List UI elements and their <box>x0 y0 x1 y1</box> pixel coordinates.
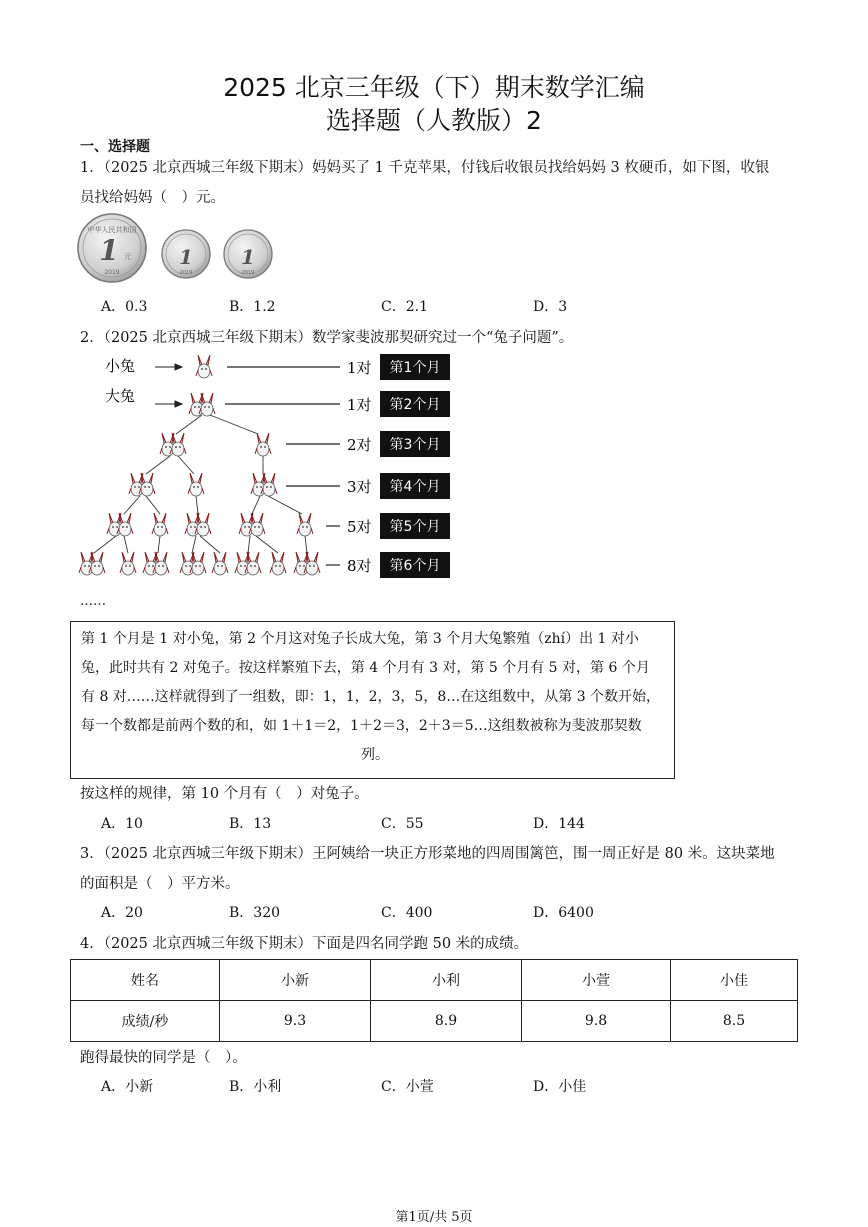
month-tag-5: 第5个月 <box>389 519 441 535</box>
q2-ellipsis: …… <box>80 594 106 609</box>
q4-question: 跑得最快的同学是（ ）。 <box>80 1050 247 1066</box>
label-big-rabbit: 大兔 <box>105 387 136 405</box>
table-header-cell: 小新 <box>220 960 371 1001</box>
page-title-line2: 选择题（人教版）2 <box>326 106 542 135</box>
q3-line1: 3．（2025 北京西城三年级下期末）王阿姨给一块正方形菜地的四周围篱笆，围一周正好是 80 米。这块菜地 <box>80 846 775 862</box>
month-tag-2: 第2个月 <box>389 397 441 413</box>
pair-count-1: 1对 <box>347 359 372 377</box>
q4-option-c[interactable]: C．小萱 <box>381 1079 434 1095</box>
svg-text:2019: 2019 <box>104 269 120 276</box>
q2-option-a[interactable]: A．10 <box>101 816 143 832</box>
pair-count-5: 5对 <box>347 518 372 536</box>
svg-text:元: 元 <box>124 253 131 261</box>
table-header-row <box>71 960 798 1001</box>
pair-count-6: 8对 <box>347 557 372 575</box>
q1-option-d[interactable]: D．3 <box>533 299 568 315</box>
q4-option-a[interactable]: A．小新 <box>101 1079 154 1095</box>
q1-option-c[interactable]: C．2.1 <box>381 299 428 315</box>
q1-line1: 1．（2025 北京西城三年级下期末）妈妈买了 1 千克苹果，付钱后收银员找给妈妈 3 枚硬币，如下图，收银 <box>80 160 770 176</box>
table-row <box>71 1001 798 1042</box>
rabbit-tree-diagram <box>70 348 460 588</box>
coin-1-jiao-b <box>224 230 272 278</box>
q2-line1: 2．（2025 北京西城三年级下期末）数学家斐波那契研究过一个“兔子问题”。 <box>80 330 574 346</box>
table-header-cell: 姓名 <box>71 960 220 1001</box>
table-header-cell: 小利 <box>371 960 522 1001</box>
q4-line1: 4．（2025 北京西城三年级下期末）下面是四名同学跑 50 米的成绩。 <box>80 936 529 952</box>
svg-text:中华人民共和国: 中华人民共和国 <box>87 226 137 234</box>
table-cell: 8.9 <box>371 1001 522 1042</box>
table-cell: 8.5 <box>671 1001 798 1042</box>
svg-text:2019: 2019 <box>179 270 193 276</box>
table-header-cell: 小萱 <box>522 960 671 1001</box>
svg-text:1: 1 <box>99 234 119 267</box>
q1-option-b[interactable]: B．1.2 <box>229 299 276 315</box>
label-small-rabbit: 小兔 <box>105 357 136 375</box>
svg-text:1: 1 <box>179 245 193 269</box>
scores-table <box>70 959 798 1042</box>
svg-text:1: 1 <box>241 245 255 269</box>
pair-count-3: 2对 <box>347 436 372 454</box>
box-line-5: 列。 <box>361 747 389 763</box>
coin-1-jiao-a <box>162 230 210 278</box>
month-tag-6: 第6个月 <box>389 558 441 574</box>
coins-image <box>76 212 286 287</box>
q1-option-a[interactable]: A．0.3 <box>101 299 148 315</box>
month-tag-1: 第1个月 <box>389 360 441 376</box>
fibonacci-explanation-box <box>70 621 675 779</box>
table-header-cell: 小佳 <box>671 960 798 1001</box>
q3-option-c[interactable]: C．400 <box>381 905 433 921</box>
q1-line2: 员找给妈妈（ ）元。 <box>80 190 225 206</box>
q3-option-d[interactable]: D．6400 <box>533 905 594 921</box>
box-line-4: 每一个数都是前两个数的和，如 1＋1＝2，1＋2＝3，2＋3＝5…这组数被称为斐波那契数 <box>81 718 642 734</box>
page-footer: 第1页/共 5页 <box>395 1210 473 1225</box>
box-line-2: 兔，此时共有 2 对兔子。按这样繁殖下去，第 4 个月有 3 对，第 5 个月有 5 对，第 6 个月 <box>81 660 650 676</box>
q2-option-c[interactable]: C．55 <box>381 816 424 832</box>
pair-count-2: 1对 <box>347 396 372 414</box>
table-cell: 9.3 <box>220 1001 371 1042</box>
q4-option-d[interactable]: D．小佳 <box>533 1079 587 1095</box>
q2-option-b[interactable]: B．13 <box>229 816 272 832</box>
page-title-line1: 2025 北京三年级（下）期末数学汇编 <box>223 73 645 102</box>
q2-question: 按这样的规律，第 10 个月有（ ）对兔子。 <box>80 786 369 802</box>
pair-count-4: 3对 <box>347 478 372 496</box>
month-tag-3: 第3个月 <box>389 437 441 453</box>
q2-option-d[interactable]: D．144 <box>533 816 585 832</box>
svg-text:2019: 2019 <box>241 270 255 276</box>
month-tag-4: 第4个月 <box>389 479 441 495</box>
q3-line2: 的面积是（ ）平方米。 <box>80 876 240 892</box>
box-line-1: 第 1 个月是 1 对小兔，第 2 个月这对兔子长成大兔，第 3 个月大兔繁殖（zhí）出 1 对小 <box>81 631 639 647</box>
section-title: 一、选择题 <box>80 139 150 155</box>
table-cell: 成绩/秒 <box>71 1001 220 1042</box>
q4-option-b[interactable]: B．小利 <box>229 1079 282 1095</box>
coin-1-yuan <box>78 214 146 282</box>
q3-option-b[interactable]: B．320 <box>229 905 281 921</box>
table-cell: 9.8 <box>522 1001 671 1042</box>
q3-option-a[interactable]: A．20 <box>101 905 143 921</box>
box-line-3: 有 8 对……这样就得到了一组数，即：1，1，2，3，5，8…在这组数中，从第 3 个数开始， <box>81 689 661 705</box>
